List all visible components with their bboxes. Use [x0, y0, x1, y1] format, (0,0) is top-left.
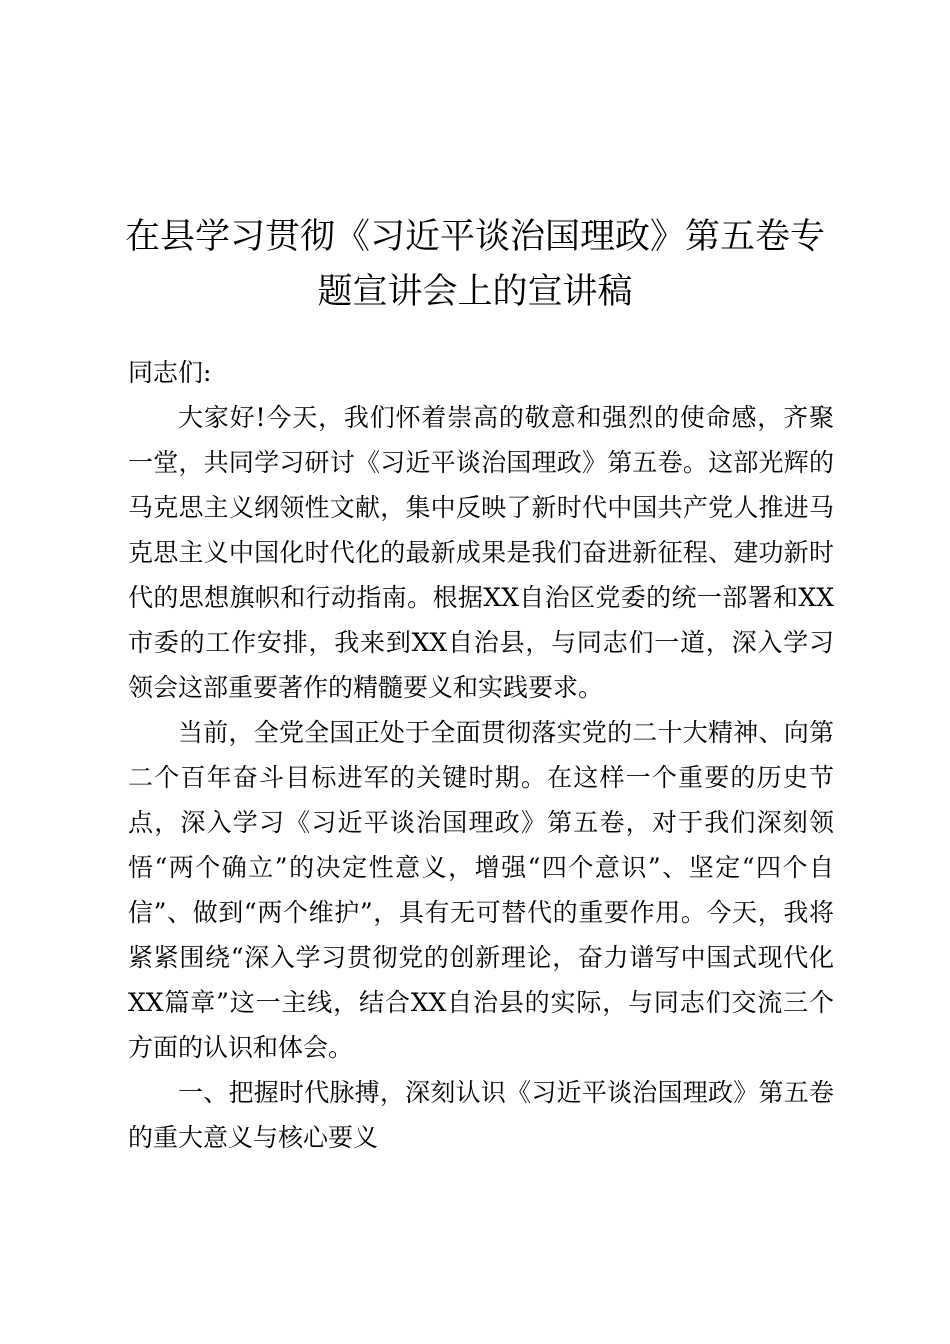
paragraph-context: 当前，全党全国正处于全面贯彻落实党的二十大精神、向第二个百年奋斗目标进军的关键时期。在这样一个重要的历史节点，深入学习《习近平谈治国理政》第五卷，对于我们深刻领悟“两个确立”的决定性意义，增强“四个意识”、坚定“四个自信”、做到“两个维护”，具有无可替代的重要作用。今天，我将紧紧围绕“深入学习贯彻党的创新理论，奋力谱写中国式现代化XX篇章”这一主线，结合XX自治县的实际，与同志们交流三个方面的认识和体会。 — [128, 718, 834, 1062]
document-body — [128, 350, 834, 1160]
document-title: 在县学习贯彻《习近平谈治国理政》第五卷专题宣讲会上的宣讲稿 — [124, 217, 825, 312]
paragraph-intro: 大家好!今天，我们怀着崇高的敬意和强烈的使命感，齐聚一堂，共同学习研讨《习近平谈治国理政》第五卷。这部光辉的马克思主义纲领性文献，集中反映了新时代中国共产党人推进马克思主义中国化时代化的最新成果是我们奋进新征程、建功新时代的思想旗帜和行动指南。根据XX自治区党委的统一部署和XX市委的工作安排，我来到XX自治县，与同志们一道，深入学习领会这部重要著作的精髓要义和实践要求。 — [128, 403, 834, 702]
section-heading-1: 一、把握时代脉搏，深刻认识《习近平谈治国理政》第五卷的重大意义与核心要义 — [128, 1078, 834, 1152]
salutation: 同志们: — [128, 358, 212, 387]
